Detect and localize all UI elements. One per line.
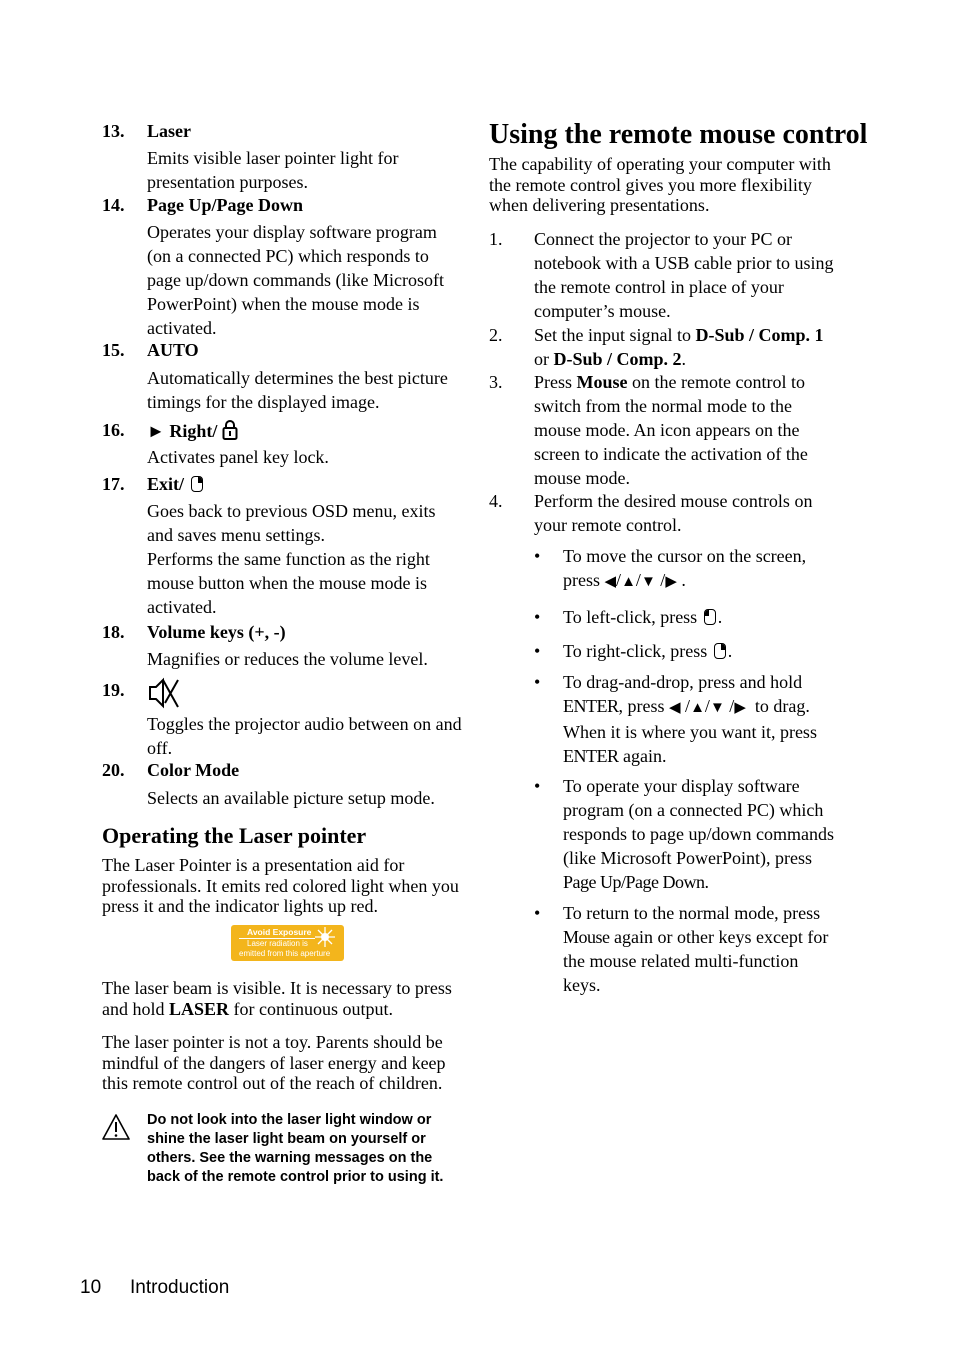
- bullet-text: To right-click, press .: [563, 641, 733, 661]
- item-desc: Operates your display software program (on a connected PC) which responds to page up/down commands (like Microsoft PowerPoint) when the mouse mode is activated.: [147, 222, 444, 338]
- item-number: 14.: [102, 195, 125, 215]
- item-desc: Automatically determines the best picture timings for the displayed image.: [147, 368, 448, 412]
- item-desc: Toggles the projector audio between on and off.: [147, 714, 462, 758]
- item-number: 18.: [102, 622, 125, 642]
- step-text: Press Mouse on the remote control to switch from the normal mode to the mouse mode. An icon appears on the screen to indicate the activation of the mouse mode.: [534, 372, 808, 488]
- page-number: 10: [80, 1277, 102, 1298]
- step-number: 1.: [489, 229, 503, 249]
- right-click-mouse-icon: [714, 643, 726, 659]
- bullet: •: [534, 903, 541, 923]
- footer-section: Introduction: [130, 1277, 230, 1298]
- lock-icon: [222, 420, 238, 440]
- paragraph: The laser pointer is not a toy. Parents should be mindful of the dangers of laser energy and keep this remote control out of the reach of children.: [102, 1032, 446, 1093]
- bullet-text: To drag-and-drop, press and hold ENTER, press ◀ /▲/▼ /▶ to drag. When it is where you want it, press ENTER again.: [563, 672, 817, 766]
- bullet: •: [534, 546, 541, 566]
- left-click-mouse-icon: [704, 609, 716, 625]
- bullet: •: [534, 641, 541, 661]
- left-arrow-icon: ◀: [669, 700, 681, 716]
- item-number: 13.: [102, 121, 125, 141]
- step-number: 4.: [489, 491, 503, 511]
- right-arrow-icon: ▶: [665, 574, 677, 590]
- paragraph: The laser beam is visible. It is necessary to press and hold LASER for continuous output.: [102, 978, 452, 1019]
- item-desc: Selects an available picture setup mode.: [147, 788, 435, 808]
- item-title: Page Up/Page Down: [147, 195, 303, 215]
- step-number: 2.: [489, 325, 503, 345]
- step-text: Perform the desired mouse controls on your remote control.: [534, 491, 813, 535]
- page-heading: Using the remote mouse control: [489, 119, 868, 150]
- item-number: 15.: [102, 340, 125, 360]
- item-desc: Magnifies or reduces the volume level.: [147, 649, 428, 669]
- bullet: •: [534, 776, 541, 796]
- paragraph: The Laser Pointer is a presentation aid for professionals. It emits red colored light when you press it and the indicator lights up red.: [102, 855, 459, 916]
- bullet-text: To return to the normal mode, press Mouse again or other keys except for the mouse related multi-function keys.: [563, 903, 829, 995]
- item-number: 20.: [102, 760, 125, 780]
- item-number: 19.: [102, 680, 125, 700]
- item-number: 16.: [102, 420, 125, 440]
- laser-warning-label: Avoid Exposure Laser radiation is emitted from this aperture: [231, 925, 344, 961]
- item-desc: Emits visible laser pointer light for presentation purposes.: [147, 148, 399, 192]
- item-title: Laser: [147, 121, 191, 141]
- bullet: •: [534, 672, 541, 692]
- section-heading: Operating the Laser pointer: [102, 823, 367, 848]
- item-number: 17.: [102, 474, 125, 494]
- bullet-text: To operate your display software program (on a connected PC) which responds to page up/down commands (like Microsoft PowerPoint), press Page Up/Page Down.: [563, 776, 834, 892]
- down-arrow-icon: ▼: [709, 700, 725, 716]
- starburst-icon: [315, 927, 335, 947]
- bullet-text: To left-click, press .: [563, 607, 723, 627]
- warning-text: Do not look into the laser light window or shine the laser light beam on yourself or others. See the warning messages on the back of the remote control prior to using it.: [147, 1112, 444, 1185]
- item-title: ► Right/: [147, 420, 238, 442]
- warning-icon: [101, 1113, 131, 1141]
- item-title: Volume keys (+, -): [147, 622, 286, 642]
- up-arrow-icon: ▲: [690, 700, 705, 716]
- item-title: Exit/: [147, 474, 205, 495]
- right-click-mouse-icon: [191, 476, 203, 492]
- item-title: Color Mode: [147, 760, 240, 780]
- bullet-text: To move the cursor on the screen, press ◀/▲/▼ /▶ .: [563, 546, 807, 590]
- mute-icon: [147, 676, 181, 710]
- intro-paragraph: The capability of operating your computer with the remote control gives you more flexibility when delivering presentations.: [489, 154, 831, 215]
- up-arrow-icon: ▲: [621, 574, 636, 590]
- step-number: 3.: [489, 372, 503, 392]
- bullet: •: [534, 607, 541, 627]
- item-title: AUTO: [147, 340, 199, 360]
- item-desc: Activates panel key lock.: [147, 447, 329, 467]
- step-text: Set the input signal to D-Sub / Comp. 1 or D-Sub / Comp. 2.: [534, 325, 824, 369]
- step-text: Connect the projector to your PC or notebook with a USB cable prior to using the remote control in place of your computer’s mouse.: [534, 229, 834, 321]
- left-arrow-icon: ◀: [604, 574, 617, 590]
- right-arrow-icon: ▶: [734, 700, 746, 716]
- down-arrow-icon: ▼: [640, 574, 656, 590]
- item-desc: Goes back to previous OSD menu, exits and saves menu settings. Performs the same function as the right mouse button when the mouse mode is activated.: [147, 501, 436, 617]
